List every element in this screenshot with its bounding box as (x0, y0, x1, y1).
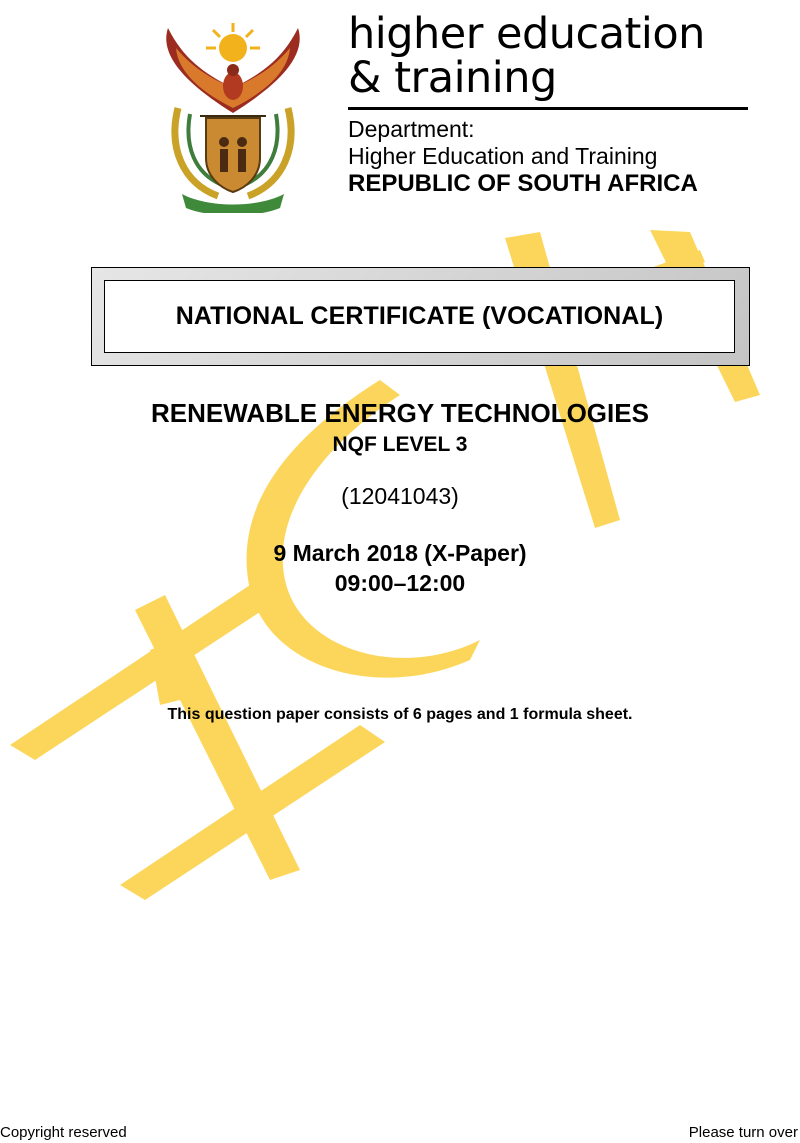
footer-copyright: Copyright reserved (0, 1124, 127, 1141)
exam-code: (12041043) (341, 483, 459, 509)
dept-label: Department: (348, 116, 475, 142)
dept-title-line2: & training (348, 53, 557, 103)
dept-divider (348, 107, 748, 110)
coat-of-arms-emblem (148, 18, 318, 213)
certificate-title-frame (91, 267, 750, 366)
exam-level: NQF LEVEL 3 (332, 433, 468, 456)
certificate-title: NATIONAL CERTIFICATE (VOCATIONAL) (175, 302, 664, 330)
exam-time: 09:00–12:00 (334, 570, 466, 596)
dept-name: Higher Education and Training (348, 143, 658, 169)
footer-turn-over: Please turn over (688, 1124, 798, 1141)
exam-date: 9 March 2018 (X-Paper) (273, 540, 527, 566)
exam-subject: RENEWABLE ENERGY TECHNOLOGIES (151, 398, 649, 428)
country-name: REPUBLIC OF SOUTH AFRICA (348, 170, 698, 197)
page-count-note: This question paper consists of 6 pages and 1 formula sheet. (167, 706, 633, 723)
certificate-title-box (104, 280, 735, 353)
department-header (348, 9, 758, 198)
dept-title-line1: higher education (348, 9, 705, 59)
